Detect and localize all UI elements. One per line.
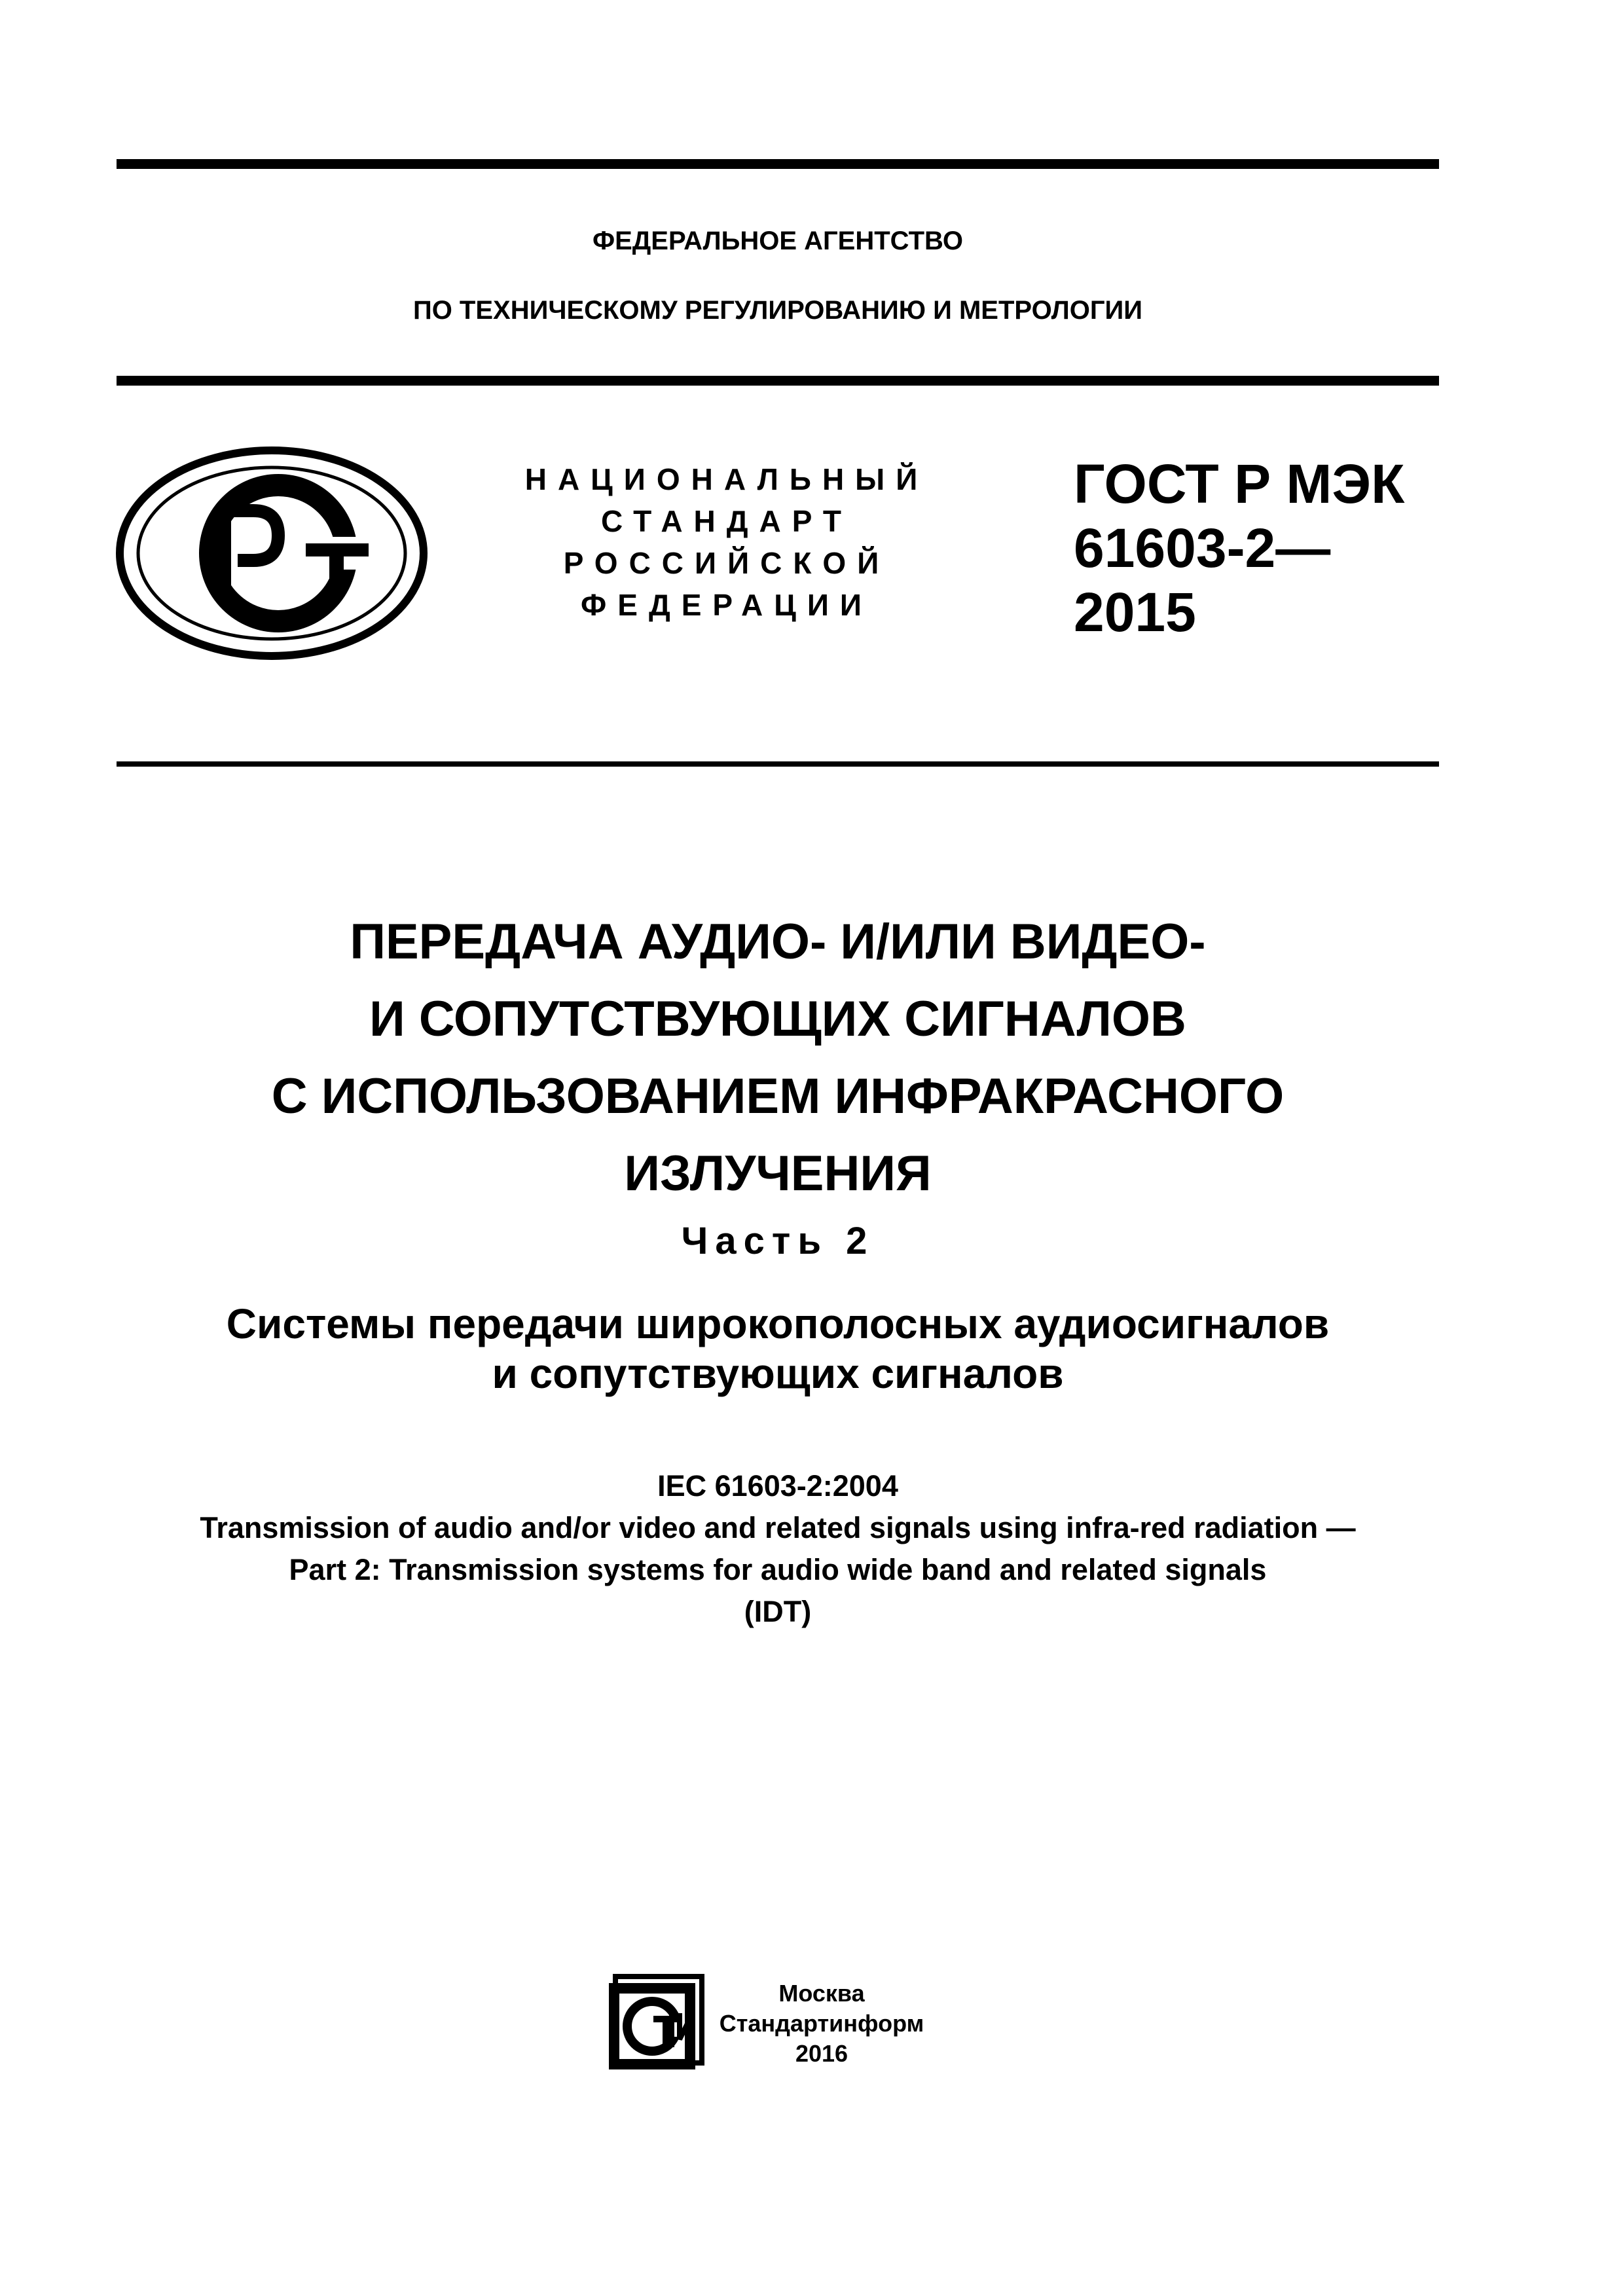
title-line: С ИСПОЛЬЗОВАНИЕМ ИНФРАКРАСНОГО xyxy=(271,1068,1285,1124)
designation-line: 2015 xyxy=(1074,581,1196,643)
publisher-city: Москва xyxy=(778,1980,865,2007)
designation-bottom-rule xyxy=(117,761,1439,767)
title-line: ПЕРЕДАЧА АУДИО- И/ИЛИ ВИДЕО- xyxy=(350,914,1206,970)
agency-name-line2: ПО ТЕХНИЧЕСКОМУ РЕГУЛИРОВАНИЮ И МЕТРОЛОГИИ xyxy=(412,296,1143,325)
national-standard-line: ФЕДЕРАЦИИ xyxy=(581,588,873,622)
national-standard-line: СТАНДАРТ xyxy=(601,504,852,538)
national-standard-block xyxy=(484,458,969,626)
national-standard-line: РОССИЙСКОЙ xyxy=(563,546,890,580)
subtitle-line: и сопутствующих сигналов xyxy=(492,1350,1064,1397)
publisher-name: Стандартинформ xyxy=(719,2010,924,2037)
standartinform-logo xyxy=(606,1974,704,2072)
top-rule xyxy=(117,159,1439,169)
rst-emblem-logo xyxy=(115,445,429,661)
international-standard-reference xyxy=(117,1465,1439,1633)
header-bottom-rule xyxy=(117,376,1439,386)
agency-name-line1: ФЕДЕРАЛЬНОЕ АГЕНТСТВО xyxy=(592,227,964,255)
iec-title-line: Part 2: Transmission systems for audio wide band and related signals xyxy=(289,1553,1267,1586)
document-title xyxy=(117,903,1439,1212)
part-number: Часть 2 xyxy=(681,1220,875,1262)
iec-title-line: Transmission of audio and/or video and related signals using infra-red radiation — xyxy=(200,1511,1356,1544)
part-subtitle xyxy=(117,1299,1439,1398)
title-line: ИЗЛУЧЕНИЯ xyxy=(624,1146,932,1201)
publication-year: 2016 xyxy=(795,2040,848,2067)
designation-line: ГОСТ Р МЭК xyxy=(1074,453,1405,515)
publisher-info xyxy=(714,1978,930,2069)
subtitle-line: Системы передачи широкополосных аудиосигналов xyxy=(226,1300,1330,1347)
national-standard-line: НАЦИОНАЛЬНЫЙ xyxy=(524,462,929,496)
iec-equivalence: (IDT) xyxy=(744,1595,812,1628)
standard-designation xyxy=(1074,452,1404,644)
iec-code: IEC 61603-2:2004 xyxy=(657,1469,898,1503)
designation-line: 61603-2— xyxy=(1074,517,1331,579)
title-line: И СОПУТСТВУЮЩИХ СИГНАЛОВ xyxy=(369,991,1186,1047)
